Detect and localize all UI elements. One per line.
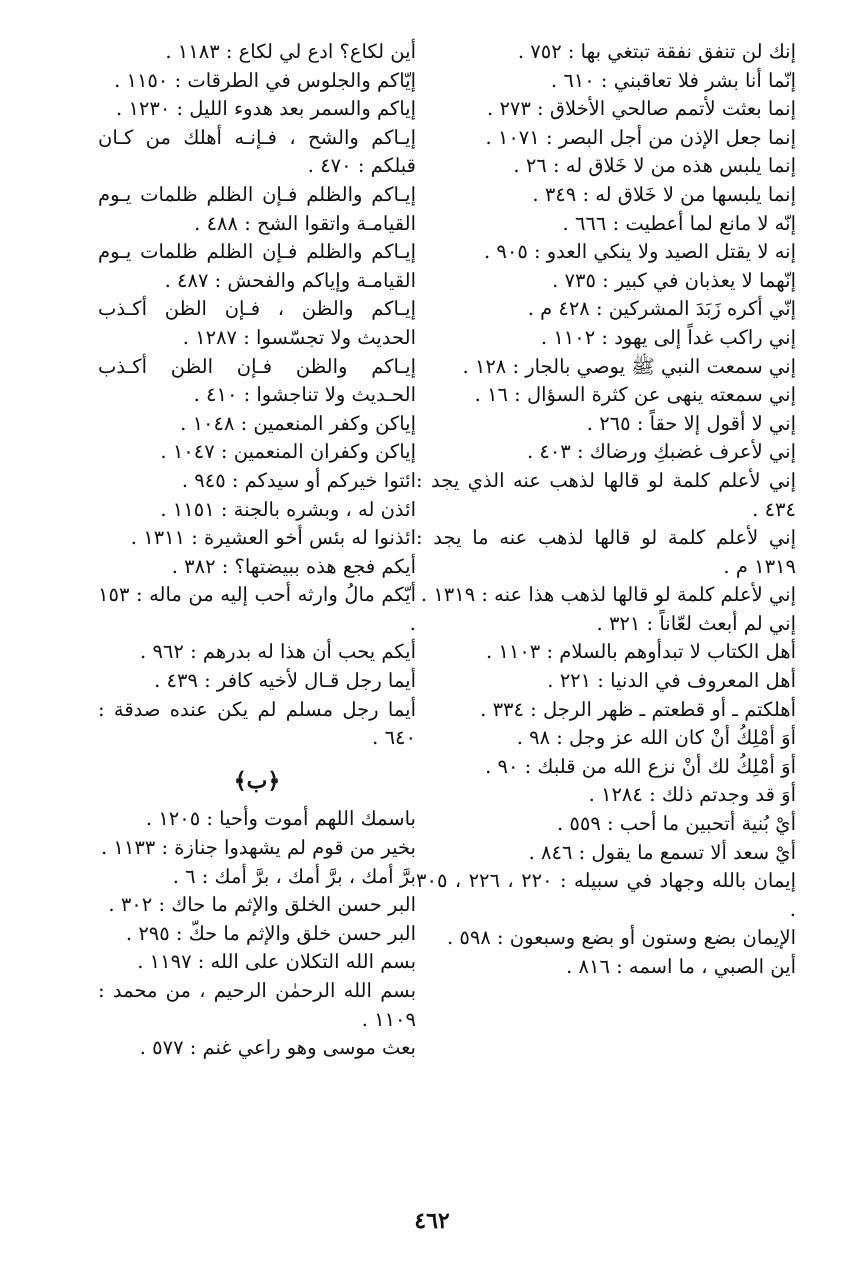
index-entry: البر حسن الخلق والإثم ما حاك : ٣٠٢ . (108, 893, 416, 917)
section-heading-ba: ﴿ب﴾ (233, 767, 281, 794)
index-entry: أهل الكتاب لا تبدأوهم بالسلام : ١١٠٣ . (485, 640, 796, 664)
index-entry: أيْ سعد ألا تسمع ما يقول : ٨٤٦ . (528, 840, 796, 864)
index-entry: أهل المعروف في الدنيا : ٢٢١ . (547, 669, 796, 693)
index-entry: إني لا أقول إلا حقاً : ٢٦٥ . (586, 411, 796, 435)
index-entry: إني لأعلم كلمة لو قالها لذهب عنه ما يجد : ١٣١٩ م . (416, 526, 796, 578)
index-entry: إني لأعلم كلمة لو قالها لذهب هذا عنه : ١٣١٩ . (420, 583, 796, 607)
index-entry: إنّه لا مانع لما أعطيت : ٦٦٦ . (562, 211, 796, 235)
index-entry: أيما رجل مسلم لم يكن عنده صدقة : ٦٤٠ . (98, 697, 416, 750)
index-entry: أوَ أمْلِكُ أنْ كان الله عز وجل : ٩٨ . (516, 726, 796, 750)
index-entry: أوَ أمْلِكُ لك أنْ نزع الله من قلبك : ٩٠ . (485, 754, 796, 778)
index-entry: إنك لن تنفق نفقة تبتغي بها : ٧٥٢ . (517, 40, 796, 63)
index-entry: بسم الله الرحمٰن الرحيم ، من محمد : ١١٠٩ . (98, 979, 416, 1031)
index-entry: إياكن وكفر المنعمين : ١٠٤٨ . (180, 411, 416, 435)
index-entry: أهلكتم ـ أو قطعتم ـ ظهر الرجل : ٣٣٤ . (480, 697, 796, 721)
index-entry: إياكم والسمر بعد هدوء الليل : ١٢٣٠ . (116, 97, 416, 121)
index-entry: إنّي أكره زَبَدَ المشركين : ٤٢٨ م . (527, 297, 796, 321)
index-column-left (98, 38, 416, 1063)
index-entry: إنما يلبس هذه من لا خَلاق له : ٢٦ . (513, 154, 796, 178)
index-entry: إيمان بالله وجهاد في سبيله : ٢٢٠ ، ٢٢٦ ، ٣٠٥ . (416, 869, 796, 921)
index-entry: إياكن وكفران المنعمين : ١٠٤٧ . (160, 440, 416, 464)
index-entry: إيـاكم والظن فـإن الظن أكـذب الحـديث ولا تناجشوا : ٤١٠ . (98, 354, 416, 407)
index-entry: إني لم أبعث لعّاناً : ٣٢١ . (596, 611, 796, 635)
index-entry: بسم الله التكلان على الله : ١١٩٧ . (137, 950, 416, 974)
index-entry: أين الصبي ، ما اسمه : ٨١٦ . (566, 955, 796, 978)
index-entry: إني لأعرف غضبكِ ورضاك : ٤٠٣ . (526, 440, 796, 464)
index-entry: إنه لا يقتل الصيد ولا ينكي العدو : ٩٠٥ . (483, 240, 796, 264)
index-column-right (416, 38, 796, 982)
index-entry: إنّهما لا يعذبان في كبير : ٧٣٥ . (552, 268, 796, 292)
index-entry: إني سمعته ينهى عن كثرة السؤال : ١٦ . (474, 383, 796, 407)
index-entry: أوَ قد وجدتم ذلك : ١٢٨٤ . (588, 783, 796, 807)
index-entry: أيكم يحب أن هذا له بدرهم : ٩٦٢ . (140, 640, 416, 664)
index-entries-ba (98, 805, 416, 1062)
index-entry: إنما بعثت لأتمم صالحي الأخلاق : ٢٧٣ . (487, 97, 796, 121)
index-entry: ائذنوا له بئس أخو العشيرة : ١٣١١ . (130, 526, 416, 550)
index-entry: الإيمان بضع وستون أو بضع وسبعون : ٥٩٨ . (446, 926, 796, 950)
index-entry: إني لأعلم كلمة لو قالها لذهب عنه الذي يجد : ٤٣٤ . (416, 468, 796, 521)
index-entry: إنما يلبسها من لا خَلاق له : ٣٤٩ . (532, 182, 796, 206)
index-entry: باسمك اللهم أموت وأحيا : ١٢٠٥ . (145, 807, 416, 831)
index-entry: إنّما أنا بشر فلا تعاقبني : ٦١٠ . (550, 68, 796, 92)
index-entry: أيكم فجع هذه ببيضتها؟ : ٣٨٢ . (171, 554, 416, 578)
index-entry: برَّ أمك ، برَّ أمك ، برَّ أمك : ٦ . (172, 864, 416, 888)
page-number: ٤٦٢ (414, 1208, 450, 1234)
index-entry: ائذن له ، وبشره بالجنة : ١١٥١ . (160, 497, 416, 521)
index-entry: إيـاكم والظن ، فـإن الظن أكـذب الحديث ولا تجسّسوا : ١٢٨٧ . (98, 297, 416, 349)
index-entry: أيّكم مالُ وارثه أحب إليه من ماله : ١٥٣ . (98, 583, 416, 635)
index-entry: أين لكاع؟ ادع لي لكاع : ١١٨٣ . (165, 40, 416, 63)
index-entry: إني راكب غداً إلى يهود : ١١٠٢ . (540, 325, 796, 349)
index-entry: إيـاكم والظلم فـإن الظلم ظلمات يـوم القيامـة واتقوا الشح : ٤٨٨ . (98, 182, 416, 235)
index-entries-alif (98, 38, 416, 753)
index-entry: بعث موسى وهو راعي غنم : ٥٧٧ . (139, 1036, 416, 1060)
index-entry: ائتوا خيركم أو سيدكم : ٩٤٥ . (181, 468, 416, 492)
index-entry: إيّاكم والجلوس في الطرقات : ١١٥٠ . (114, 68, 416, 92)
index-entry: البر حسن خلق والإثم ما حكّ : ٢٩٥ . (125, 921, 416, 945)
index-entry: أيما رجل قـال لأخيه كافر : ٤٣٩ . (154, 669, 416, 693)
index-entry: إيـاكم والشح ، فـإنـه أهلك من كـان قبلكم : ٤٧٠ . (98, 125, 416, 178)
index-entry: بخير من قوم لم يشهدوا جنازة : ١١٣٣ . (100, 836, 416, 860)
index-entry: إني سمعت النبي ﷺ يوصي بالجار : ١٢٨ . (462, 354, 796, 378)
index-entry: إيـاكم والظلم فـإن الظلم ظلمات يـوم القيامـة وإياكم والفحش : ٤٨٧ . (98, 240, 416, 292)
index-entry: إنما جعل الإذن من أجل البصر : ١٠٧١ . (485, 125, 796, 149)
index-entry: أيْ بُنية أتحبين ما أحب : ٥٥٩ . (557, 812, 796, 836)
